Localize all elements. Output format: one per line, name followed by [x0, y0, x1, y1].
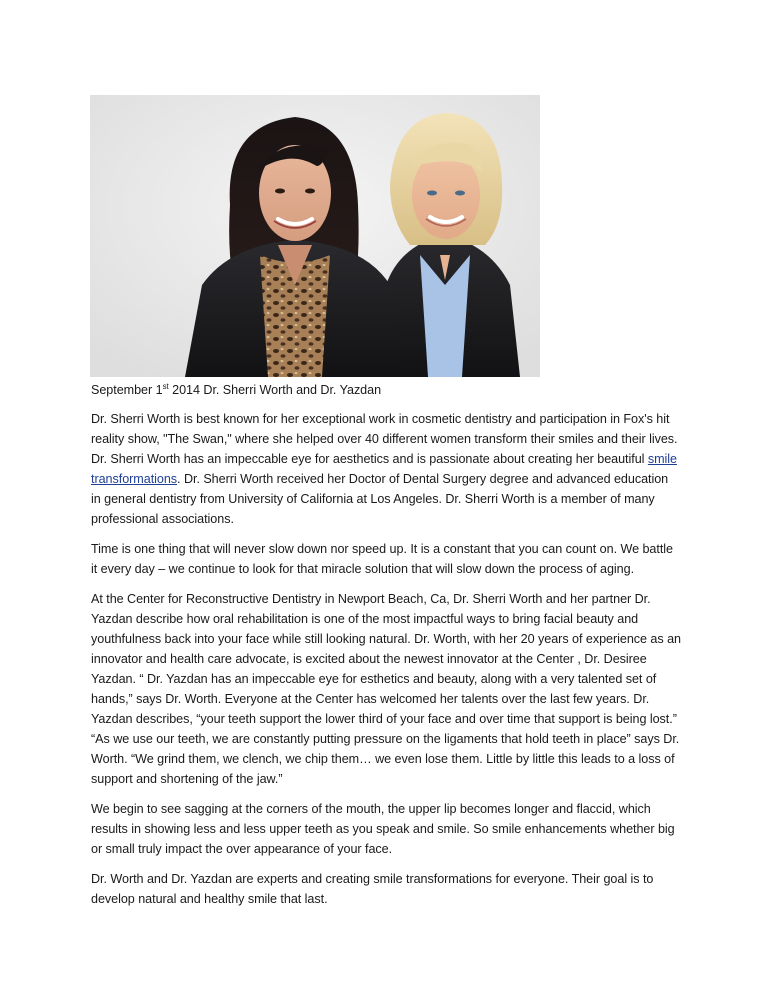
doctors-photo-illustration — [90, 95, 540, 377]
caption-ordinal: st — [162, 381, 169, 391]
smile-transformations-link[interactable]: smile transformations — [91, 452, 677, 486]
paragraph-2: Time is one thing that will never slow down nor speed up. It is a constant that you can count on. We battle it every day – we continue to look for that miracle solution that will slow down the process of aging. — [91, 542, 673, 576]
caption-date: September 1 — [91, 383, 163, 397]
paragraph-1-text-a: Dr. Sherri Worth is best known for her exceptional work in cosmetic dentistry and participation in Fox's hit reality show, "The Swan," where she helped over 40 different women transform their smiles and their lives. Dr. Sherri Worth has an impeccable eye for aesthetics and is passionate about creating her beautiful — [91, 412, 678, 466]
paragraph-1-text-b: . Dr. Sherri Worth received her Doctor of Dental Surgery degree and advanced education in general dentistry from University of California at Los Angeles. Dr. Sherri Worth is a member of many professional associations. — [91, 472, 669, 526]
paragraph-4: We begin to see sagging at the corners of the mouth, the upper lip becomes longer and flaccid, which results in showing less and less upper teeth as you speak and smile. So smile enhancements whether big or small truly impact the over appearance of your face. — [91, 802, 675, 856]
paragraph-1 — [91, 409, 681, 529]
paragraph-3: At the Center for Reconstructive Dentistry in Newport Beach, Ca, Dr. Sherri Worth and her partner Dr. Yazdan describe how oral rehabilitation is one of the most impactful ways to bring facial beauty and youthfulness back into your face while still looking natural. Dr. Worth, with her 20 years of experience as an innovator and health care advocate, is excited about the newest innovator at the Center , Dr. Desiree Yazdan. “ Dr. Yazdan has an impeccable eye for esthetics and beauty, along with a very talented set of hands,” says Dr. Worth. Everyone at the Center has welcomed her talents over the last few years. Dr. Yazdan describes, “your teeth support the lower third of your face and over time that support is being lost.” “As we use our teeth, we are constantly putting pressure on the ligaments that hold teeth in place” says Dr. Worth. “We grind them, we clench, we chip them… we even lose them. Little by little this leads to a loss of support and shortening of the jaw.” — [91, 592, 681, 786]
caption-text: 2014 Dr. Sherri Worth and Dr. Yazdan — [168, 383, 382, 397]
paragraph-5: Dr. Worth and Dr. Yazdan are experts and creating smile transformations for everyone. Their goal is to develop natural and healthy smile that last. — [91, 872, 654, 906]
article-body — [91, 380, 681, 919]
doctors-photo — [90, 95, 540, 377]
photo-caption — [91, 380, 681, 400]
